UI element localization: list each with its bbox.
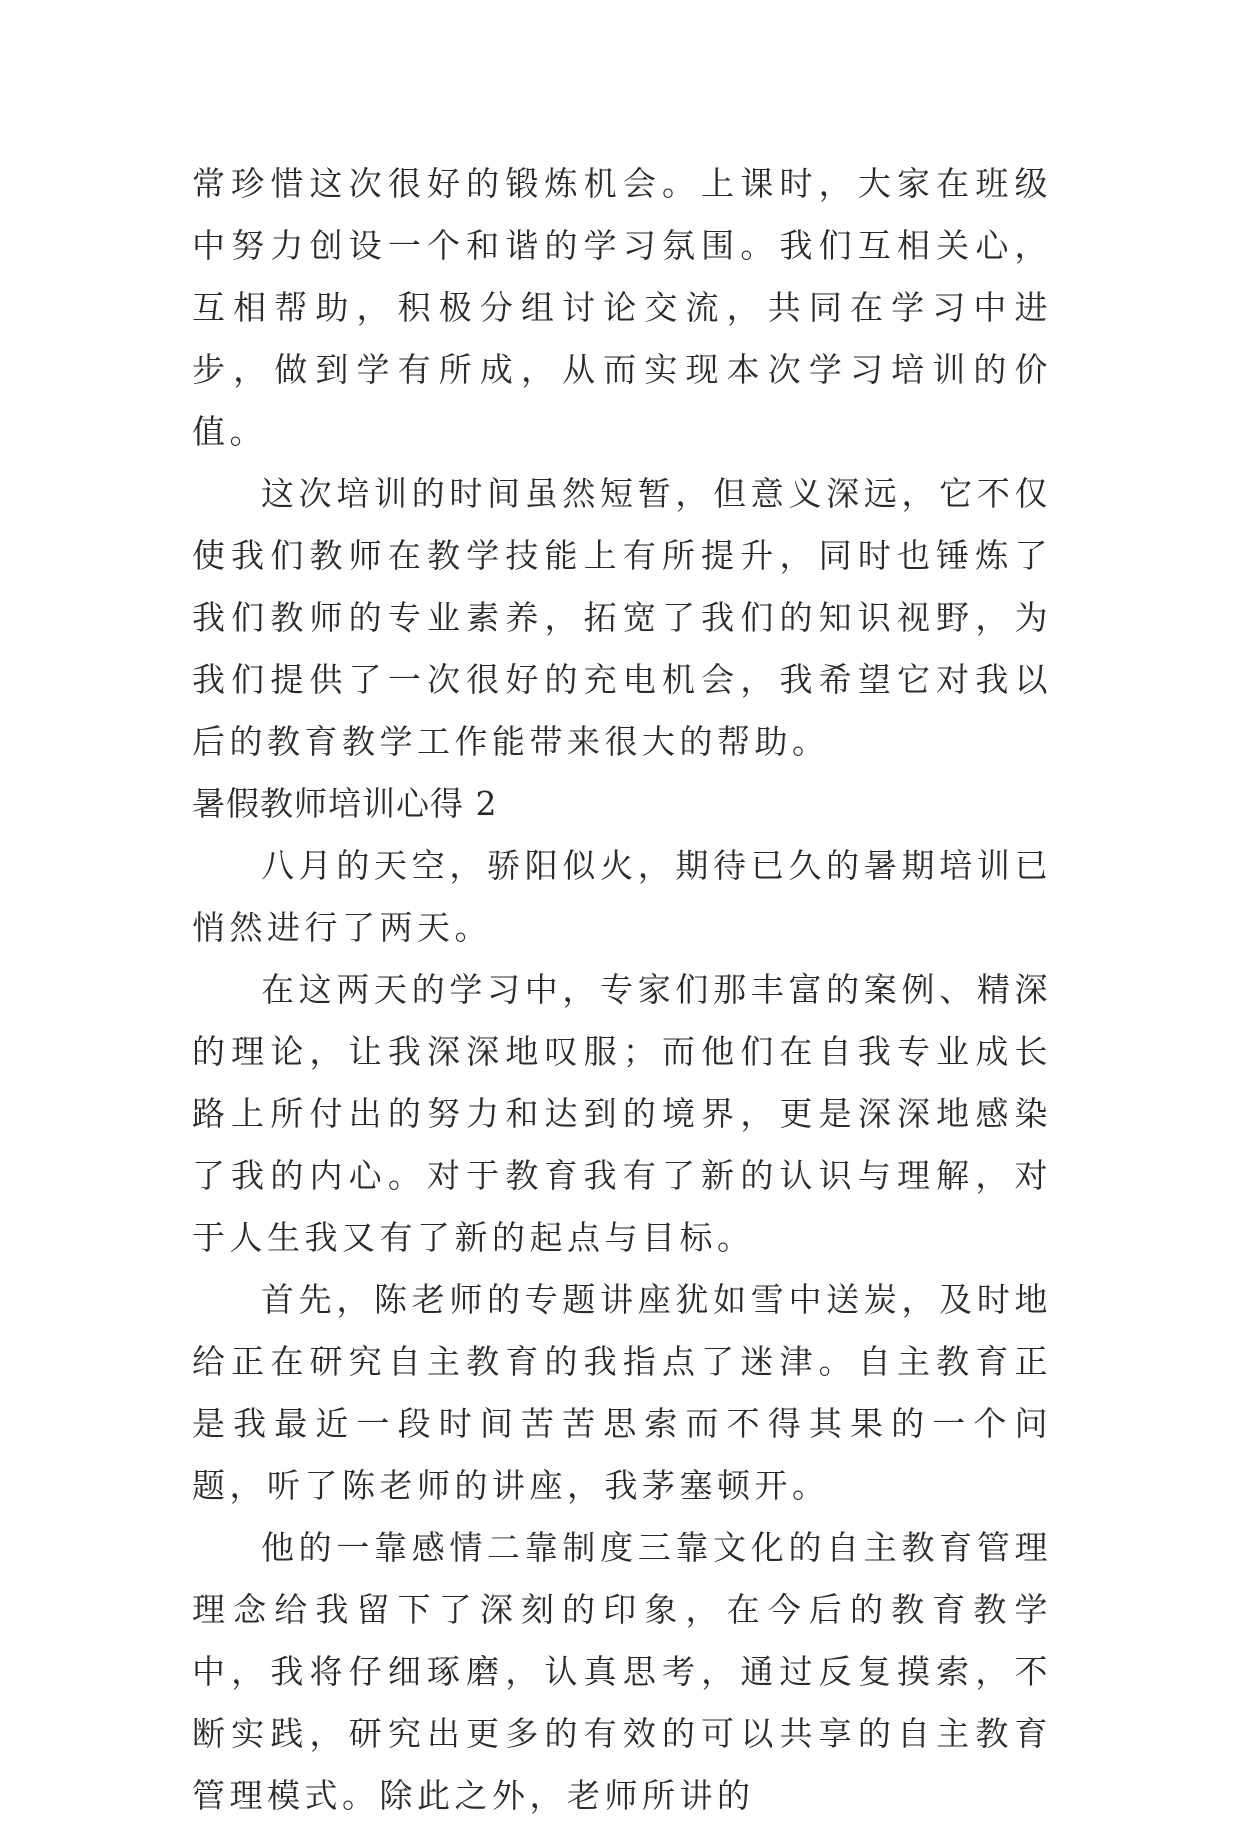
paragraph-continued: 常珍惜这次很好的锻炼机会。上课时，大家在班级中努力创设一个和谐的学习氛围。我们互相关心，互相帮助，积极分组讨论交流，共同在学习中进步，做到学有所成，从而实现本次学习培训的价值。 — [192, 164, 1052, 451]
paragraph-teacher-chen-lecture: 首先，陈老师的专题讲座犹如雪中送炭，及时地给正在研究自主教育的我指点了迷津。自主教育正是我最近一段时间苦苦思索而不得其果的一个问题，听了陈老师的讲座，我茅塞顿开。 — [192, 1280, 1052, 1505]
paragraph-management-concept: 他的一靠感情二靠制度三靠文化的自主教育管理理念给我留下了深刻的印象，在今后的教育教学中，我将仔细琢磨，认真思考，通过反复摸索，不断实践，研究出更多的有效的可以共享的自主教育管理模式。除此之外，老师所讲的 — [192, 1528, 1052, 1815]
paragraph-two-days-study: 在这两天的学习中，专家们那丰富的案例、精深的理论，让我深深地叹服；而他们在自我专业成长路上所付出的努力和达到的境界，更是深深地感染了我的内心。对于教育我有了新的认识与理解，对于人生我又有了新的起点与目标。 — [192, 970, 1052, 1257]
section-heading: 暑假教师培训心得 2 — [192, 784, 498, 823]
paragraph-training-meaning: 这次培训的时间虽然短暂，但意义深远，它不仅使我们教师在教学技能上有所提升，同时也锤炼了我们教师的专业素养，拓宽了我们的知识视野，为我们提供了一次很好的充电机会，我希望它对我以后的教育教学工作能带来很大的帮助。 — [192, 474, 1052, 761]
document-body — [192, 153, 1052, 1827]
paragraph-august-sky: 八月的天空，骄阳似火，期待已久的暑期培训已悄然进行了两天。 — [192, 846, 1052, 947]
